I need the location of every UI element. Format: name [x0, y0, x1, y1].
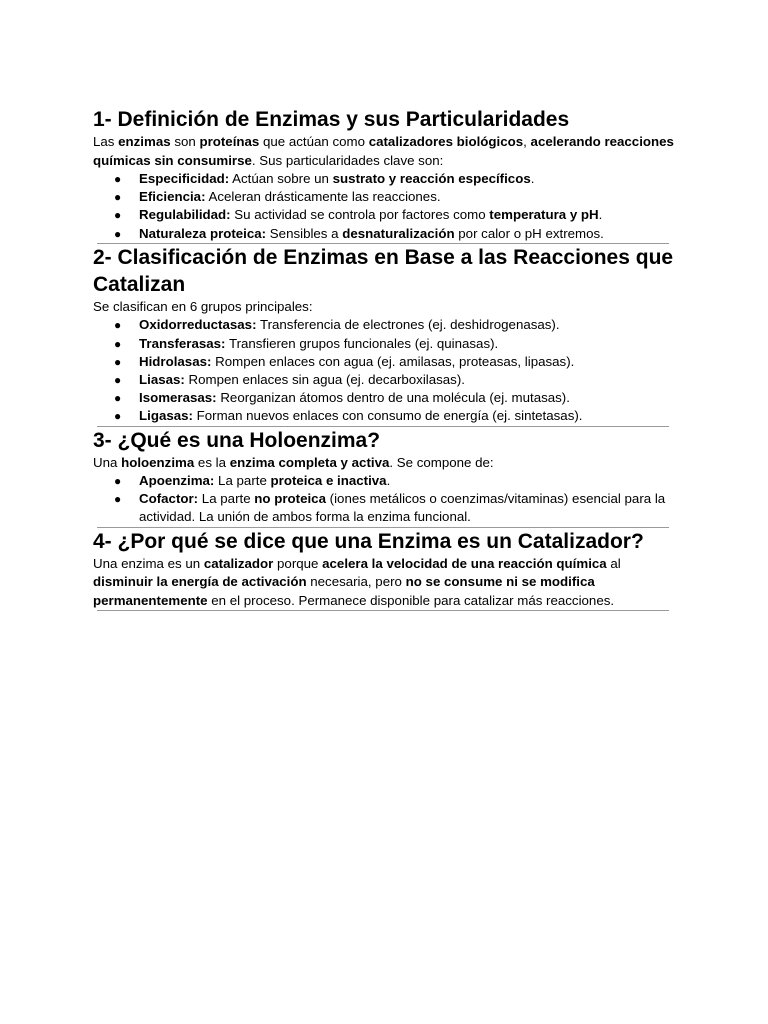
document-page: [93, 106, 683, 611]
text-run: . Se compone de:: [389, 454, 494, 470]
bold-text: desnaturalización: [342, 225, 455, 241]
list-item: [93, 188, 683, 206]
section-catalizador: [93, 528, 683, 611]
bullet-icon: ●: [114, 354, 122, 369]
text-run: en el proceso. Permanece disponible para catalizar más reacciones.: [207, 592, 615, 608]
bold-text: catalizadores biológicos: [368, 134, 524, 149]
text-run: La parte: [198, 491, 255, 507]
text-run: son: [170, 134, 200, 149]
text-run: . Sus particularidades clave son:: [251, 152, 444, 168]
list-item: [93, 225, 683, 243]
section-divider: [97, 426, 669, 427]
section-intro: [93, 298, 683, 317]
text-run: Actúan sobre un: [229, 171, 333, 186]
bold-text: enzimas: [118, 134, 171, 149]
text-run: Una: [93, 454, 122, 470]
bullet-icon: ●: [114, 226, 122, 241]
bullet-icon: ●: [114, 208, 122, 223]
section-title: 2- Clasificación de Enzimas en Base a las Reacciones que Catalizan: [93, 245, 674, 296]
list-item: [93, 472, 683, 490]
bullet-icon: ●: [114, 172, 122, 186]
bullet-icon: ●: [114, 492, 122, 507]
bold-text: acelerando reacciones químicas sin consumirse: [93, 134, 674, 168]
bullet-list: [93, 170, 683, 243]
text-run: por calor o pH extremos.: [454, 225, 604, 241]
text-run: Rompen enlaces con agua (ej. amilasas, proteasas, lipasas).: [211, 353, 575, 369]
text-run: que actúan como: [259, 134, 369, 149]
bold-text: proteica e inactiva: [270, 473, 387, 489]
section-divider: [97, 243, 669, 244]
section-holoenzima: [93, 427, 683, 527]
bold-text: Liasas:: [139, 371, 185, 387]
text-run: es la: [194, 454, 230, 470]
bold-text: no proteica: [254, 491, 326, 507]
text-run: Forman nuevos enlaces con consumo de energía (ej. sintetasas).: [192, 408, 583, 424]
bold-text: Transferasas:: [139, 335, 226, 351]
bullet-icon: ●: [114, 372, 122, 387]
bold-text: Ligasas:: [139, 408, 193, 424]
bullet-icon: ●: [114, 318, 122, 333]
text-run: Transferencia de electrones (ej. deshidrogenasas).: [256, 317, 560, 333]
bullet-icon: ●: [114, 474, 122, 489]
list-item: [93, 389, 683, 407]
bullet-list: [93, 472, 683, 527]
text-run: necesaria, pero: [306, 574, 406, 590]
bullet-icon: ●: [114, 409, 122, 424]
list-item: [93, 490, 683, 526]
text-run: al: [606, 555, 621, 571]
section-intro: [93, 133, 683, 170]
section-title: 1- Definición de Enzimas y sus Particularidades: [93, 108, 570, 131]
list-item: [93, 353, 683, 371]
list-item: [93, 407, 683, 425]
section-clasificacion: [93, 244, 683, 426]
text-run: Transfieren grupos funcionales (ej. quinasas).: [225, 335, 499, 351]
bold-text: Regulabilidad:: [139, 207, 231, 223]
list-item: [93, 316, 683, 334]
text-run: .: [386, 473, 391, 489]
bold-text: catalizador: [203, 555, 274, 571]
text-run: Se clasifican en 6 grupos principales:: [93, 298, 313, 314]
bold-text: Especificidad:: [139, 171, 230, 186]
bold-text: acelera la velocidad de una reacción química: [322, 555, 607, 571]
list-item: [93, 170, 683, 188]
bold-text: Eficiencia:: [139, 189, 206, 205]
bold-text: proteínas: [199, 134, 260, 149]
section-title: 4- ¿Por qué se dice que una Enzima es un Catalizador?: [93, 529, 644, 553]
bold-text: Oxidorreductasas:: [139, 317, 257, 333]
text-run: Su actividad se controla por factores como: [230, 207, 490, 223]
section-intro: [93, 454, 683, 473]
bold-text: Hidrolasas:: [139, 353, 212, 369]
section-divider: [97, 527, 669, 528]
bold-text: Isomerasas:: [139, 390, 217, 406]
text-run: .: [530, 171, 535, 186]
bold-text: temperatura y pH: [489, 207, 599, 223]
bullet-list: [93, 316, 683, 425]
section-divider: [97, 610, 669, 611]
text-run: Las: [93, 134, 119, 149]
bullet-icon: ●: [114, 190, 122, 205]
text-run: porque: [273, 555, 323, 571]
list-item: [93, 206, 683, 224]
bullet-icon: ●: [114, 336, 122, 351]
list-item: [93, 371, 683, 389]
text-run: Una enzima es un: [93, 555, 204, 571]
bold-text: Naturaleza proteica:: [139, 225, 267, 241]
text-run: La parte: [214, 473, 271, 489]
bold-text: Apoenzima:: [139, 473, 215, 489]
bold-text: holoenzima: [121, 454, 195, 470]
text-run: ,: [523, 134, 531, 149]
text-run: Sensibles a: [266, 225, 343, 241]
text-run: Reorganizan átomos dentro de una molécula (ej. mutasas).: [216, 390, 570, 406]
bold-text: Cofactor:: [139, 491, 199, 507]
bullet-icon: ●: [114, 391, 122, 406]
text-run: .: [598, 207, 603, 223]
bold-text: sustrato y reacción específicos: [332, 171, 531, 186]
list-item: [93, 335, 683, 353]
bold-text: no se consume ni se modifica permanentemente: [93, 574, 595, 608]
section-title: 3- ¿Qué es una Holoenzima?: [93, 428, 381, 452]
text-run: Aceleran drásticamente las reacciones.: [205, 189, 441, 205]
section-definicion: [93, 106, 683, 243]
bold-text: disminuir la energía de activación: [93, 574, 307, 590]
section-intro: [93, 555, 683, 611]
bold-text: enzima completa y activa: [229, 454, 390, 470]
text-run: Rompen enlaces sin agua (ej. decarboxilasas).: [184, 371, 465, 387]
text-run: (iones metálicos o coenzimas/vitaminas) esencial para la actividad. La unión de ambos forma la enzima funcional.: [139, 491, 666, 525]
